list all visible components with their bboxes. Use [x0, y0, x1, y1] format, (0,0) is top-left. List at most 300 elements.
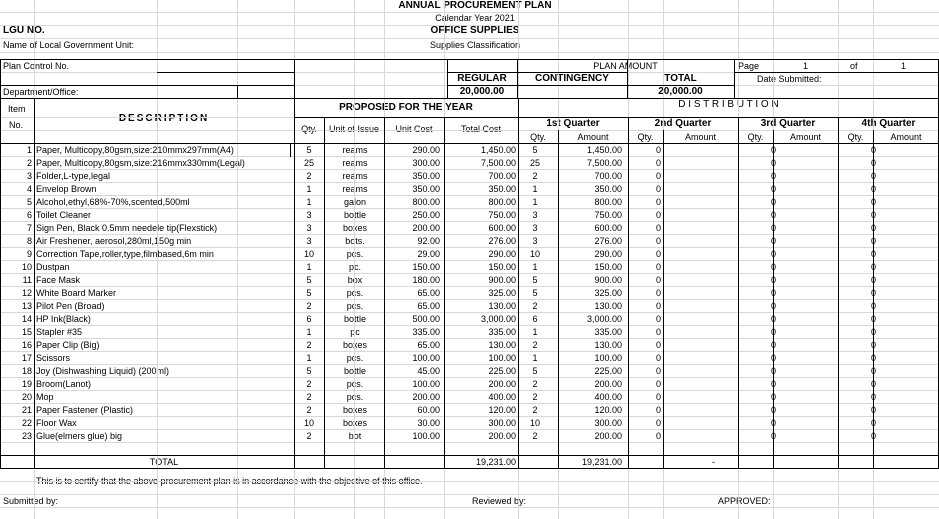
- cell-unit: galon: [343, 197, 367, 207]
- total-cost-header: Total Cost: [460, 124, 502, 134]
- border-v: [627, 59, 628, 98]
- plan-control-label: Plan Control No.: [3, 61, 70, 71]
- gridline-h: [0, 312, 939, 313]
- cell-desc: Envelop Brown: [36, 184, 97, 194]
- supplies-category: OFFICE SUPPLIES: [430, 25, 520, 36]
- cell-qty: 2: [306, 301, 312, 311]
- gridline-h: [0, 377, 939, 378]
- cell-q1amt: 335.00: [594, 327, 622, 337]
- cell-qty: 3: [306, 236, 312, 246]
- cell-total: 900.00: [488, 275, 516, 285]
- gridline-h: [0, 260, 939, 261]
- cell-q1amt: 600.00: [594, 223, 622, 233]
- cell-q1amt: 7,500.00: [586, 158, 622, 168]
- cell-q3qty: 0: [770, 301, 776, 311]
- cell-q1amt: 150.00: [594, 262, 622, 272]
- q1-qty-header: Qty.: [530, 132, 546, 142]
- cell-q4qty: 0: [870, 210, 876, 220]
- cell-desc: Air Freshener, aerosol,280ml,150g min: [36, 236, 192, 246]
- border-v: [873, 130, 874, 468]
- cell-desc: Paper Clip (Big): [36, 340, 100, 350]
- border-v: [384, 117, 385, 468]
- cell-qty: 2: [306, 379, 312, 389]
- cell-unit: bottle: [343, 366, 367, 376]
- cell-qty: 2: [306, 340, 312, 350]
- gridline-h: [0, 195, 939, 196]
- cell-cost: 29.00: [417, 249, 440, 259]
- cell-total: 7,500.00: [480, 158, 516, 168]
- cell-unit: pc: [350, 327, 360, 337]
- cell-cost: 100.00: [412, 379, 440, 389]
- cell-q4qty: 0: [870, 171, 876, 181]
- gridline-h: [0, 416, 939, 417]
- cell-q2qty: 0: [655, 314, 661, 324]
- cell-q1amt: 1,450.00: [586, 145, 622, 155]
- cell-q2qty: 0: [655, 197, 661, 207]
- cell-no: 16: [21, 340, 32, 350]
- cell-q3qty: 0: [770, 197, 776, 207]
- gridline-h: [0, 169, 939, 170]
- regular-amount: 20,000.00: [459, 86, 505, 97]
- cell-q1amt: 130.00: [594, 340, 622, 350]
- border-v: [518, 98, 519, 468]
- gridline-h: [0, 25, 939, 26]
- cell-cost: 65.00: [417, 288, 440, 298]
- cell-q3qty: 0: [770, 158, 776, 168]
- cell-unit: bottle: [343, 210, 367, 220]
- gridline-h: [0, 182, 939, 183]
- cell-q1amt: 900.00: [594, 275, 622, 285]
- cell-unit: boxes: [342, 418, 368, 428]
- cell-q1qty: 1: [532, 353, 538, 363]
- cell-q2qty: 0: [655, 353, 661, 363]
- gridline-h: [0, 364, 939, 365]
- cell-q3qty: 0: [770, 379, 776, 389]
- page-total: 1: [901, 61, 907, 71]
- cell-qty: 5: [306, 366, 312, 376]
- cell-q1qty: 2: [532, 171, 538, 181]
- gridline-h: [0, 351, 939, 352]
- cell-q1amt: 750.00: [594, 210, 622, 220]
- cell-q3qty: 0: [770, 366, 776, 376]
- cell-q3qty: 0: [770, 184, 776, 194]
- border-h: [294, 117, 518, 118]
- cell-q1qty: 2: [532, 301, 538, 311]
- cell-no: 2: [26, 158, 32, 168]
- cell-q1qty: 3: [532, 223, 538, 233]
- cell-qty: 5: [306, 145, 312, 155]
- cell-q1amt: 3,000.00: [586, 314, 622, 324]
- cell-q3qty: 0: [770, 418, 776, 428]
- cell-q1qty: 5: [532, 275, 538, 285]
- cell-q1amt: 350.00: [594, 184, 622, 194]
- cell-q4qty: 0: [870, 392, 876, 402]
- gridline-h: [0, 429, 939, 430]
- cell-no: 6: [26, 210, 32, 220]
- cell-unit: pcs.: [346, 288, 364, 298]
- cell-cost: 800.00: [412, 197, 440, 207]
- gridline-h: [0, 390, 939, 391]
- cell-total: 600.00: [488, 223, 516, 233]
- cell-q2qty: 0: [655, 184, 661, 194]
- cell-desc: Paper, Multicopy,80gsm,size:210mmx297mm(A4): [36, 145, 234, 155]
- cell-cost: 65.00: [417, 301, 440, 311]
- cell-cost: 300.00: [412, 158, 440, 168]
- department-label: Department/Office:: [3, 87, 79, 97]
- cell-q1qty: 1: [532, 197, 538, 207]
- cell-q2qty: 0: [655, 418, 661, 428]
- cell-q2qty: 0: [655, 431, 661, 441]
- cell-no: 1: [26, 145, 32, 155]
- calendar-year: Calendar Year 2021: [435, 13, 515, 23]
- cell-qty: 5: [306, 275, 312, 285]
- gridline-h: [0, 130, 939, 131]
- cell-qty: 1: [306, 353, 312, 363]
- cell-q1qty: 2: [532, 379, 538, 389]
- date-submitted-label: Date Submitted:: [757, 74, 822, 84]
- cell-q1amt: 290.00: [594, 249, 622, 259]
- cell-q3qty: 0: [770, 249, 776, 259]
- border-v: [294, 59, 295, 468]
- cell-total: 700.00: [488, 171, 516, 181]
- cell-qty: 2: [306, 392, 312, 402]
- cell-q4qty: 0: [870, 184, 876, 194]
- cell-unit: pcs.: [346, 301, 364, 311]
- cell-desc: Folder,L-type,legal: [36, 171, 111, 181]
- border-v: [0, 59, 1, 469]
- gridline-v: [354, 0, 355, 519]
- cell-q2qty: 0: [655, 249, 661, 259]
- cell-qty: 25: [303, 158, 314, 168]
- cell-q2qty: 0: [655, 236, 661, 246]
- border-v: [447, 59, 448, 98]
- cell-q1amt: 800.00: [594, 197, 622, 207]
- gridline-h: [0, 442, 939, 443]
- cell-desc: Toilet Cleaner: [36, 210, 92, 220]
- gridline-h: [0, 286, 939, 287]
- cell-qty: 10: [303, 249, 314, 259]
- cell-total: 750.00: [488, 210, 516, 220]
- cell-no: 20: [21, 392, 32, 402]
- cell-desc: Mop: [36, 392, 54, 402]
- cell-total: 100.00: [488, 353, 516, 363]
- gridline-v: [237, 0, 238, 519]
- cell-cost: 92.00: [417, 236, 440, 246]
- cell-q3qty: 0: [770, 314, 776, 324]
- cell-no: 10: [21, 262, 32, 272]
- cell-q1amt: 300.00: [594, 418, 622, 428]
- cell-unit: bottle: [343, 314, 367, 324]
- q1-header: 1st Quarter: [546, 118, 600, 129]
- cell-q2qty: 0: [655, 262, 661, 272]
- border-h: [157, 72, 294, 73]
- gridline-h: [0, 494, 939, 495]
- cell-total: 300.00: [488, 418, 516, 428]
- cell-q4qty: 0: [870, 327, 876, 337]
- cell-cost: 200.00: [412, 223, 440, 233]
- gridline-h: [0, 507, 939, 508]
- cell-q3qty: 0: [770, 210, 776, 220]
- cell-q3qty: 0: [770, 353, 776, 363]
- cell-no: 13: [21, 301, 32, 311]
- cell-no: 5: [26, 197, 32, 207]
- cell-desc: Floor Wax: [36, 418, 77, 428]
- total-row-label: TOTAL: [149, 457, 179, 467]
- lgu-label: LGU NO.: [3, 25, 45, 36]
- cell-q3qty: 0: [770, 236, 776, 246]
- cell-q4qty: 0: [870, 288, 876, 298]
- cell-no: 22: [21, 418, 32, 428]
- cell-unit: reams: [342, 171, 368, 181]
- cell-q4qty: 0: [870, 418, 876, 428]
- cell-q1qty: 2: [532, 340, 538, 350]
- cell-q2qty: 0: [655, 210, 661, 220]
- q4-amount-header: Amount: [890, 132, 922, 142]
- q2-amount-header: Amount: [684, 132, 717, 142]
- cell-qty: 1: [306, 262, 312, 272]
- cell-q1qty: 5: [532, 366, 538, 376]
- cell-unit: bot: [348, 431, 362, 441]
- page-number: 1: [803, 61, 809, 71]
- gridline-h: [0, 403, 939, 404]
- cell-no: 19: [21, 379, 32, 389]
- q3-header: 3rd Quarter: [760, 118, 816, 129]
- cell-qty: 3: [306, 223, 312, 233]
- border-v: [734, 59, 735, 98]
- cell-q2qty: 0: [655, 275, 661, 285]
- cell-q2qty: 0: [655, 366, 661, 376]
- border-v: [838, 117, 839, 468]
- cell-cost: 65.00: [417, 340, 440, 350]
- cell-total: 130.00: [488, 340, 516, 350]
- border-v: [558, 130, 559, 468]
- cell-total: 3,000.00: [480, 314, 516, 324]
- cell-total: 350.00: [488, 184, 516, 194]
- cell-q1amt: 700.00: [594, 171, 622, 181]
- cell-q1amt: 400.00: [594, 392, 622, 402]
- cell-q2qty: 0: [655, 223, 661, 233]
- cell-total: 276.00: [488, 236, 516, 246]
- cell-q2qty: 0: [655, 327, 661, 337]
- proposed-header: PROPOSED FOR THE YEAR: [339, 102, 473, 113]
- cell-q3qty: 0: [770, 288, 776, 298]
- border-h: [0, 468, 939, 469]
- cell-q2qty: 0: [655, 171, 661, 181]
- cell-qty: 2: [306, 431, 312, 441]
- unit-cost-header: Unit Cost: [395, 124, 433, 134]
- total-label: TOTAL: [664, 73, 697, 84]
- page-title: ANNUAL PROCUREMENT PLAN: [398, 0, 552, 11]
- gridline-h: [0, 273, 939, 274]
- cell-q4qty: 0: [870, 145, 876, 155]
- cell-no: 21: [21, 405, 32, 415]
- q1-total: 19,231.00: [581, 457, 622, 467]
- cell-q4qty: 0: [870, 262, 876, 272]
- cell-unit: pcs.: [346, 249, 364, 259]
- of-label: of: [850, 61, 858, 71]
- cell-total: 225.00: [488, 366, 516, 376]
- q4-qty-header: Qty.: [847, 132, 864, 142]
- cell-desc: Stapler #35: [36, 327, 83, 337]
- cell-qty: 1: [306, 197, 312, 207]
- description-header: DESCRIPTION: [118, 113, 210, 124]
- cell-qty: 5: [306, 288, 312, 298]
- border-v: [628, 117, 629, 468]
- cell-qty: 2: [306, 171, 312, 181]
- cell-q4qty: 0: [870, 314, 876, 324]
- cell-unit: reams: [342, 184, 368, 194]
- border-h: [518, 117, 939, 118]
- cell-q1qty: 5: [532, 145, 538, 155]
- cell-q1amt: 130.00: [594, 301, 622, 311]
- grand-total: 19,231.00: [475, 457, 516, 467]
- cell-q2qty: 0: [655, 145, 661, 155]
- lgu-name-label: Name of Local Government Unit:: [3, 40, 135, 50]
- cell-q1qty: 10: [529, 249, 540, 259]
- cell-no: 11: [22, 275, 32, 285]
- cell-desc: Face Mask: [36, 275, 81, 285]
- cell-desc: Glue(elmers glue) big: [36, 431, 123, 441]
- q3-qty-header: Qty.: [747, 132, 764, 142]
- gridline-h: [0, 247, 939, 248]
- cell-no: 3: [26, 171, 32, 181]
- cell-desc: Pilot Pen (Broad): [36, 301, 105, 311]
- gridline-h: [0, 234, 939, 235]
- cell-q1qty: 2: [532, 405, 538, 415]
- cell-total: 325.00: [488, 288, 516, 298]
- cell-q1qty: 25: [529, 158, 540, 168]
- cell-no: 8: [26, 236, 32, 246]
- cell-q4qty: 0: [870, 158, 876, 168]
- cell-q3qty: 0: [770, 262, 776, 272]
- cell-q1amt: 200.00: [594, 379, 622, 389]
- border-v: [324, 117, 325, 468]
- cell-q1qty: 3: [532, 236, 538, 246]
- cell-q3qty: 0: [770, 275, 776, 285]
- cell-cost: 30.00: [417, 418, 440, 428]
- cell-total: 290.00: [488, 249, 516, 259]
- cell-total: 200.00: [488, 431, 516, 441]
- cell-q3qty: 0: [770, 223, 776, 233]
- gridline-v: [157, 0, 158, 519]
- cell-q1amt: 276.00: [594, 236, 622, 246]
- border-v: [517, 59, 518, 98]
- cell-q1qty: 3: [532, 210, 538, 220]
- submitted-by-label: Submitted by:: [3, 496, 59, 506]
- cell-q2qty: 0: [655, 158, 661, 168]
- cell-no: 9: [26, 249, 32, 259]
- border-v: [290, 144, 291, 157]
- cell-cost: 350.00: [412, 184, 440, 194]
- item-header: Item: [8, 104, 26, 114]
- border-h: [734, 72, 939, 73]
- cell-no: 12: [21, 288, 32, 298]
- total-amount: 20,000.00: [658, 86, 703, 97]
- cell-cost: 45.00: [417, 366, 440, 376]
- q2-header: 2nd Quarter: [654, 118, 712, 129]
- gridline-h: [0, 325, 939, 326]
- cell-qty: 3: [306, 210, 312, 220]
- regular-label: REGULAR: [457, 73, 507, 84]
- cell-no: 23: [21, 431, 32, 441]
- cell-total: 130.00: [488, 301, 516, 311]
- cell-q4qty: 0: [870, 249, 876, 259]
- border-v: [773, 130, 774, 468]
- cell-q2qty: 0: [655, 379, 661, 389]
- gridline-h: [0, 299, 939, 300]
- cell-total: 335.00: [488, 327, 516, 337]
- cell-q3qty: 0: [770, 171, 776, 181]
- cell-q3qty: 0: [770, 392, 776, 402]
- cell-cost: 100.00: [412, 431, 440, 441]
- cell-q4qty: 0: [870, 379, 876, 389]
- item-no-header: No.: [9, 120, 24, 130]
- cell-cost: 250.00: [412, 210, 440, 220]
- gridline-h: [0, 221, 939, 222]
- q4-header: 4th Quarter: [861, 118, 916, 129]
- border-h: [447, 85, 734, 86]
- cell-cost: 500.00: [412, 314, 440, 324]
- cell-no: 4: [26, 184, 32, 194]
- cell-q3qty: 0: [770, 327, 776, 337]
- cell-cost: 290.00: [412, 145, 440, 155]
- total-dash: -: [712, 457, 715, 467]
- cell-qty: 6: [306, 314, 312, 324]
- cell-q4qty: 0: [870, 340, 876, 350]
- certification-text: This is to certify that the above procurement plan is in accordance with the objective of this office.: [36, 476, 423, 486]
- cell-q1amt: 325.00: [594, 288, 622, 298]
- cell-q4qty: 0: [870, 353, 876, 363]
- cell-desc: Joy (Dishwashing Liquid) (200ml): [36, 366, 170, 376]
- cell-q3qty: 0: [770, 431, 776, 441]
- cell-q2qty: 0: [655, 405, 661, 415]
- cell-q3qty: 0: [770, 145, 776, 155]
- cell-qty: 10: [303, 418, 314, 428]
- cell-unit: pcs.: [346, 379, 364, 389]
- cell-unit: box: [347, 275, 363, 285]
- border-h: [0, 143, 939, 144]
- cell-desc: Correction Tape,roller,type,filmbased,6m min: [36, 249, 214, 259]
- cell-qty: 2: [306, 405, 312, 415]
- unit-of-issue-header: Unit of Issue: [328, 124, 380, 134]
- cell-unit: boxes: [342, 340, 368, 350]
- cell-no: 15: [21, 327, 32, 337]
- plan-amount-label: PLAN AMOUNT: [593, 61, 658, 71]
- cell-desc: Paper Fastener (Plastic): [36, 405, 134, 415]
- cell-total: 400.00: [488, 392, 516, 402]
- cell-q4qty: 0: [870, 405, 876, 415]
- cell-q1qty: 2: [532, 392, 538, 402]
- cell-q4qty: 0: [870, 301, 876, 311]
- border-v: [663, 130, 664, 468]
- cell-qty: 1: [306, 327, 312, 337]
- border-v: [34, 98, 35, 468]
- cell-unit: boxes: [342, 405, 368, 415]
- cell-total: 200.00: [488, 379, 516, 389]
- border-v: [444, 117, 445, 468]
- cell-unit: boxes: [342, 223, 368, 233]
- supplies-classification: Supplies Classification: [429, 40, 521, 50]
- cell-unit: pc.: [348, 262, 361, 272]
- cell-cost: 335.00: [412, 327, 440, 337]
- contingency-label: CONTINGENCY: [535, 73, 609, 84]
- cell-q4qty: 0: [870, 275, 876, 285]
- cell-desc: Alcohol,ethyl,68%-70%,scented,500ml: [36, 197, 190, 207]
- cell-cost: 200.00: [412, 392, 440, 402]
- cell-q4qty: 0: [870, 236, 876, 246]
- cell-no: 17: [21, 353, 32, 363]
- cell-q1qty: 1: [532, 262, 538, 272]
